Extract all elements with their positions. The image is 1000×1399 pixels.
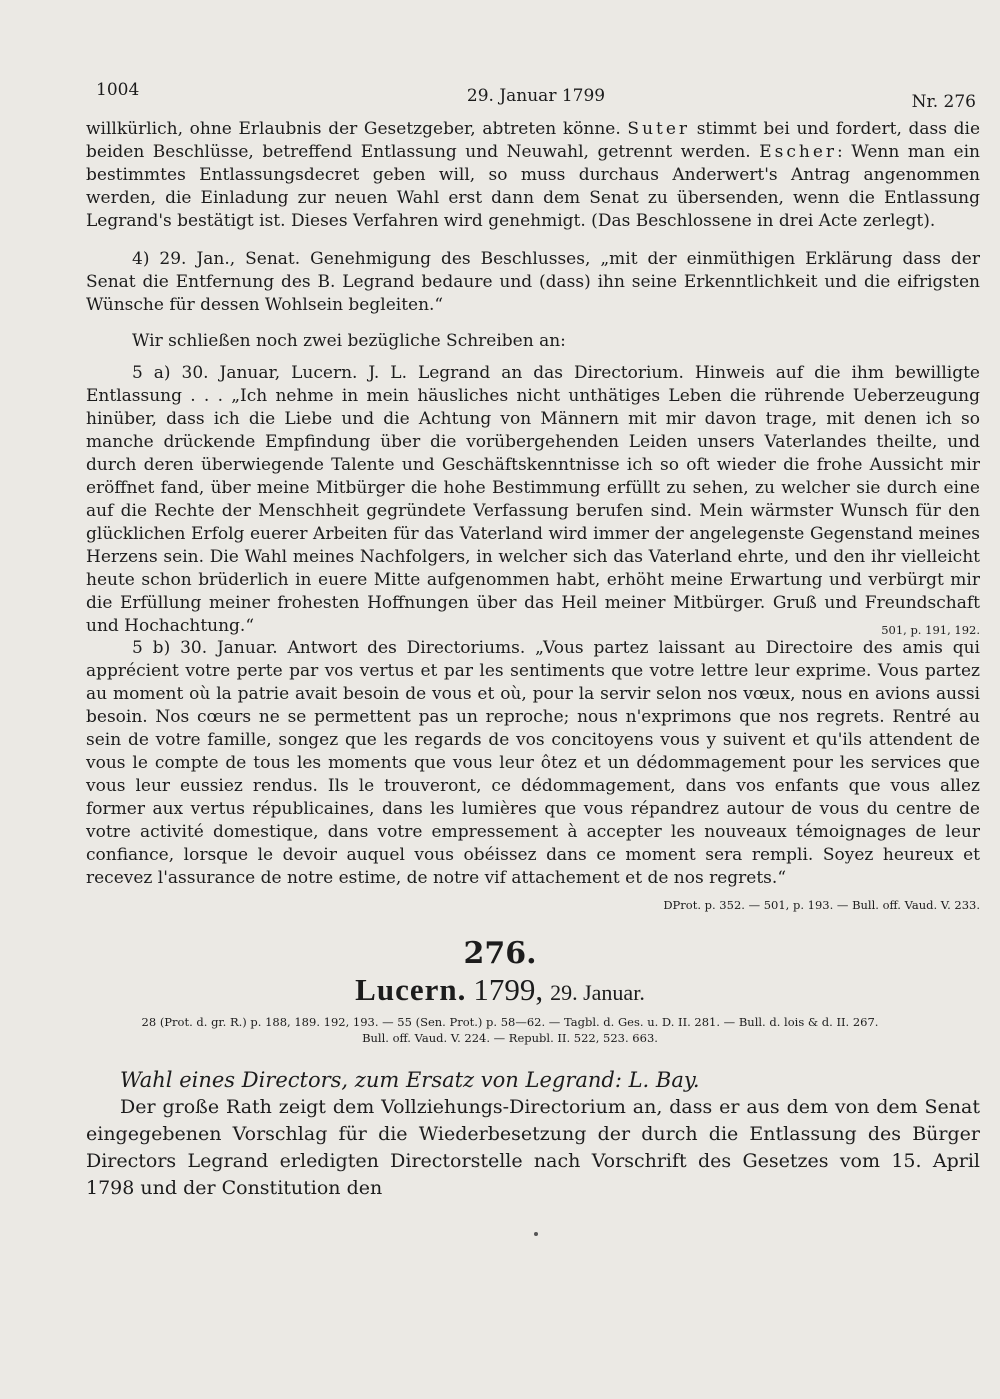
paragraph-debate [86, 118, 980, 233]
document-subject: Wahl eines Directors, zum Ersatz von Legrand: L. Bay. [120, 1068, 700, 1092]
document-year: 1799, [473, 972, 544, 1007]
directory-reply-source: DProt. p. 352. — 501, p. 193. — Bull. off. Vaud. V. 233. [663, 898, 980, 912]
document-body-text: Der große Rath zeigt dem Vollziehungs-Directorium an, dass er aus dem von dem Senat eingegebenen Vorschlag für die Wiederbesetzung der durch die Entlassung des Bürger Directors Legrand erledigten Directorstelle nach Vorschrift des Gesetzes vom 15. April 1798 und der Constitution den [86, 1096, 980, 1199]
document-title [0, 972, 1000, 1008]
sources-line-2: Bull. off. Vaud. V. 224. — Republ. II. 522, 523. 663. [362, 1031, 658, 1045]
directory-reply-text: 5 b) 30. Januar. Antwort des Directoriums. „Vous partez laissant au Directoire des amis qui apprécient votre perte par vos vertus et par les sentiments que votre lettre leur exprime. Vous partez au moment où la patrie avait besoin de vous et où, pour la servir selon nos vœux, nous en avions aussi besoin. Nos cœurs ne se permettent pas un reproche; nous n'exprimons que nos regrets. Rentré au sein de votre famille, songez que les regards de vos concitoyens vous y suivent et qu'ils attendent de vous le compte de tous les moments que vous leur ôtez et un dédommagement pour les services que vous leur eussiez rendus. Ils le trouveront, ce dédommagement, dans vos enfants que vous allez former aux vertus républicaines, dans les lumières que vous répandrez autour de vous du centre de votre activité domestique, dans votre empressement à accepter les nouveaux témoignages de leur confiance, lorsque le devoir auquel vous obéissez dans ce moment sera rempli. Soyez heureux et recevez l'assurance de notre estime, de notre vif attachement et de nos regrets.“ [86, 638, 980, 888]
debate-text-b: stimmt bei und fordert, dass die beiden Beschlüsse, betreffend Entlassung und Neuwahl, getrennt werden. [86, 119, 980, 162]
ink-speck [534, 1232, 538, 1236]
paragraph-directory-reply [86, 637, 980, 917]
document-sources [110, 1014, 910, 1046]
document-day: 29. Januar. [550, 980, 645, 1005]
paragraph-senate [86, 248, 980, 317]
intro-text: Wir schließen noch zwei bezügliche Schreiben an: [132, 331, 566, 351]
document-body [86, 1094, 980, 1202]
running-header [96, 80, 976, 110]
senate-text: 4) 29. Jan., Senat. Genehmigung des Beschlusses, „mit der einmüthigen Erklärung dass der Senat die Entfernung des B. Legrand bedaure und (dass) ihn seine Erkenntlichkeit und die eifrigsten Wünsche für dessen Wohlsein begleiten.“ [86, 249, 980, 315]
header-date: 29. Januar 1799 [466, 86, 606, 106]
header-doc-number: Nr. 276 [911, 92, 976, 112]
sources-line-1: 28 (Prot. d. gr. R.) p. 188, 189. 192, 193. — 55 (Sen. Prot.) p. 58—62. — Tagbl. d. Ges. u. D. II. 281. — Bull. d. lois & d. II. 267. [141, 1015, 879, 1029]
paragraph-legrand-letter [86, 362, 980, 642]
debate-text-a: willkürlich, ohne Erlaubnis der Gesetzgeber, abtreten könne. [86, 119, 621, 139]
legrand-letter-text: 5 a) 30. Januar, Lucern. J. L. Legrand an das Directorium. Hinweis auf die ihm bewilligte Entlassung . . . „Ich nehme in mein häusliches nicht unthätiges Leben die rührende Ueberzeugung hinüber, dass ich die Liebe und die Achtung von Männern mit mir davon trage, mit denen ich so manche drückende Empfindung über die vorübergehenden Leiden unsers Vaterlandes theilte, und durch deren überwiegende Talente und Geschäftskenntnisse ich so oft wieder die frohe Aussicht mir eröffnet fand, über meine Mitbürger die hohe Bestimmung erfüllt zu sehen, zu welcher sie durch eine auf die Rechte der Menschheit gegründete Verfassung berufen sind. Mein wärmster Wunsch für den glücklichen Erfolg euerer Arbeiten für das Vaterland wird immer der angelegenste Gegenstand meines Herzens sein. Die Wahl meines Nachfolgers, in welcher sich das Vaterland ehrte, und den ihr vielleicht heute schon brüderlich in euere Mitte aufgenommen habt, erhöht meine Erwartung und verbürgt mir die Erfüllung meiner frohesten Hoffnungen über das Heil meiner Mitbürger. Gruß und Freundschaft und Hochachtung.“ [86, 363, 980, 636]
document-number: 276. [463, 936, 537, 971]
paragraph-intro [86, 330, 980, 353]
page-number: 1004 [96, 80, 140, 100]
speaker-escher: Escher [759, 142, 838, 162]
speaker-suter: Suter [627, 119, 691, 139]
document-place: Lucern. [355, 972, 467, 1007]
debate-text-c: : Wenn man ein bestimmtes Entlassungsdecret geben will, so muss durchaus Anderwert's Antrag angenommen werden, die Einladung zur neuen Wahl erst dann dem Senat zu übersenden, wenn die Entlassung Legrand's bestätigt ist. Dieses Verfahren wird genehmigt. (Das Beschlossene in drei Acte zerlegt). [86, 142, 980, 231]
legrand-letter-source: 501, p. 191, 192. [881, 623, 980, 637]
